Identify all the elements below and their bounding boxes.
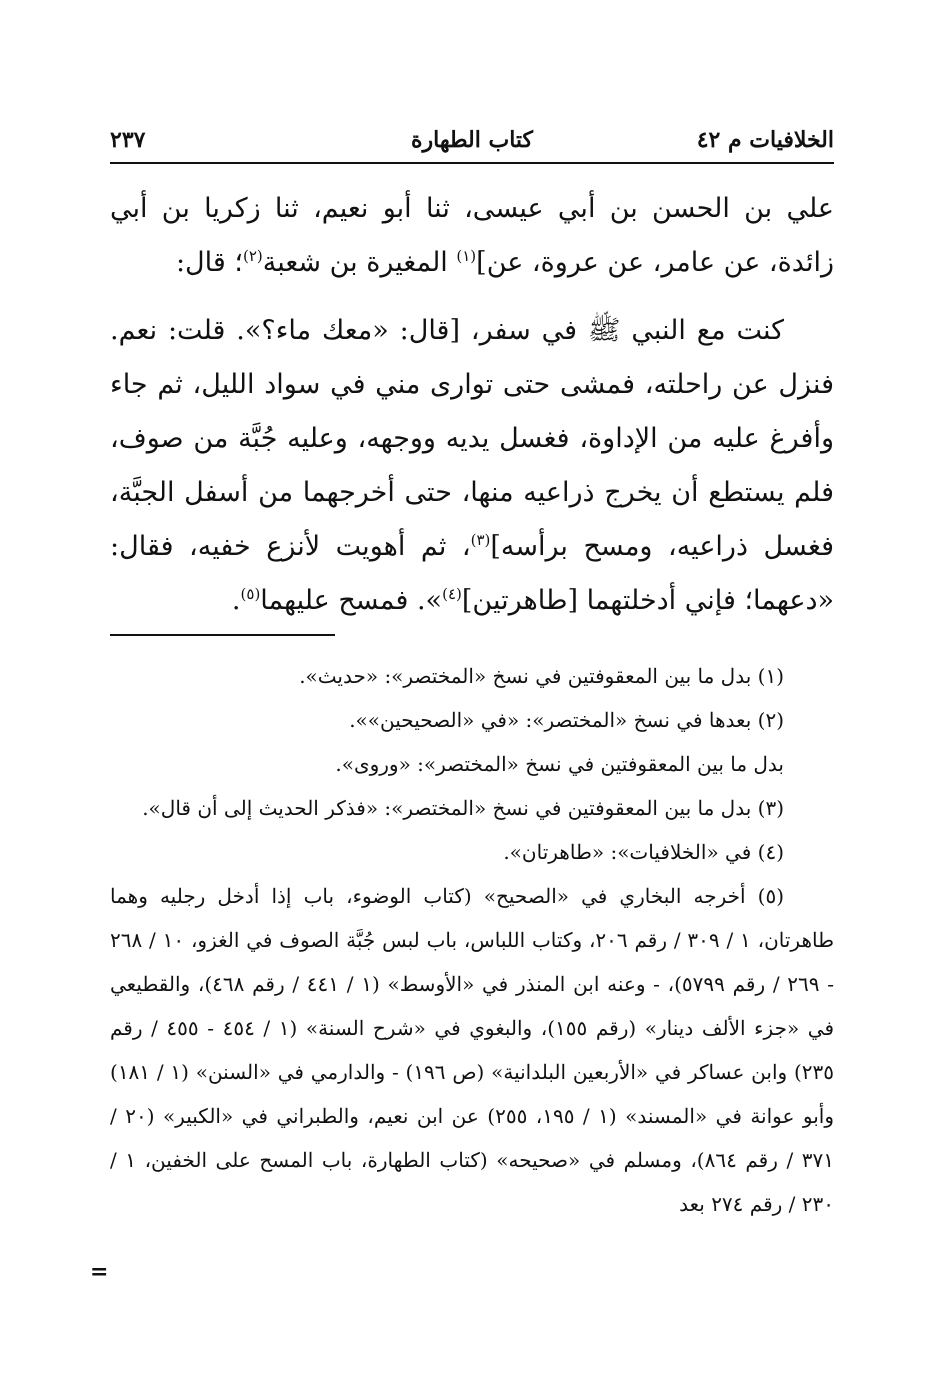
footnote-1: (١) بدل ما بين المعقوفتين في نسخ «المختصر»: «حديث». [299, 664, 784, 688]
footnote-3: (٣) بدل ما بين المعقوفتين في نسخ «المختصر»: «فذكر الحديث إلى أن قال». [142, 796, 784, 820]
continuation-mark: = [90, 1259, 109, 1285]
footnote-separator [110, 634, 335, 636]
main-text [110, 182, 834, 628]
page-header [110, 122, 834, 164]
hadith-paragraph: كنت مع النبي ﷺ في سفر، [قال: «معك ماء؟». قلت: نعم. فنزل عن راحلته، فمشى حتى توارى مني في سواد الليل، ثم جاء وأفرغ عليه من الإداوة، فغسل يديه ووجهه، وعليه جُبَّة من صوف، فلم يستطع أن يخرج ذراعيه منها، حتى أخرجهما من أسفل الجبَّة، فغسل ذراعيه، ومسح برأسه]$^{(٣)}$، ثم أهويت لأنزع خفيه، فقال: «دعهما؛ فإني أدخلتهما [طاهرتين]$^{(٤)}$». فمسح عليهما$^{(٥)}$. [110, 315, 834, 616]
footnote-ref: (٥) [240, 585, 261, 603]
footnote-ref: (١) [456, 247, 477, 265]
signature-mark: الخلافيات م ٤٢ [696, 127, 834, 153]
footnote-5: (٥) أخرجه البخاري في «الصحيح» (كتاب الوضوء، باب إذا أدخل رجليه وهما طاهرتان، ١ / ٣٠٩ / رقم ٢٠٦، وكتاب اللباس، باب لبس جُبَّة الصوف في الغزو، ١٠ / ٢٦٨ - ٢٦٩ / رقم ٥٧٩٩)، - وعنه ابن المنذر في «الأوسط» (١ / ٤٤١ / رقم ٤٦٨)، والقطيعي في «جزء الألف دينار» (رقم ١٥٥)، والبغوي في «شرح السنة» (١ / ٤٥٤ - ٤٥٥ / رقم ٢٣٥) وابن عساكر في «الأربعين البلدانية» (ص ١٩٦) - والدارمي في «السنن» (١ / ١٨١) وأبو عوانة في «المسند» (١ / ١٩٥، ٢٥٥) عن ابن نعيم، والطبراني في «الكبير» (٢٠ / ٣٧١ / رقم ٨٦٤)، ومسلم في «صحيحه» (كتاب الطهارة، باب المسح على الخفين، ١ / ٢٣٠ / رقم ٢٧٤ بعد [110, 884, 835, 1216]
footnote-2: (٢) بعدها في نسخ «المختصر»: «في «الصحيحين»». [349, 708, 784, 732]
page-number: ٢٣٧ [110, 127, 146, 153]
footnote-ref: (٣) [470, 531, 491, 549]
footnote-ref: (٢) [242, 247, 263, 265]
footnote-2-continued: بدل ما بين المعقوفتين في نسخ «المختصر»: «وروى». [335, 752, 784, 776]
running-title: كتاب الطهارة [410, 127, 534, 153]
footnote-ref: (٤) [442, 585, 462, 603]
footnote-4: (٤) في «الخلافيات»: «طاهرتان». [503, 840, 784, 864]
footnotes [110, 654, 834, 1226]
isnad-paragraph: علي بن الحسن بن أبي عيسى، ثنا أبو نعيم، ثنا زكريا بن أبي زائدة، عن عامر، عن عروة، عن]$^{(١)}$ المغيرة بن شعبة$^{(٢)}$؛ قال: [110, 193, 834, 278]
